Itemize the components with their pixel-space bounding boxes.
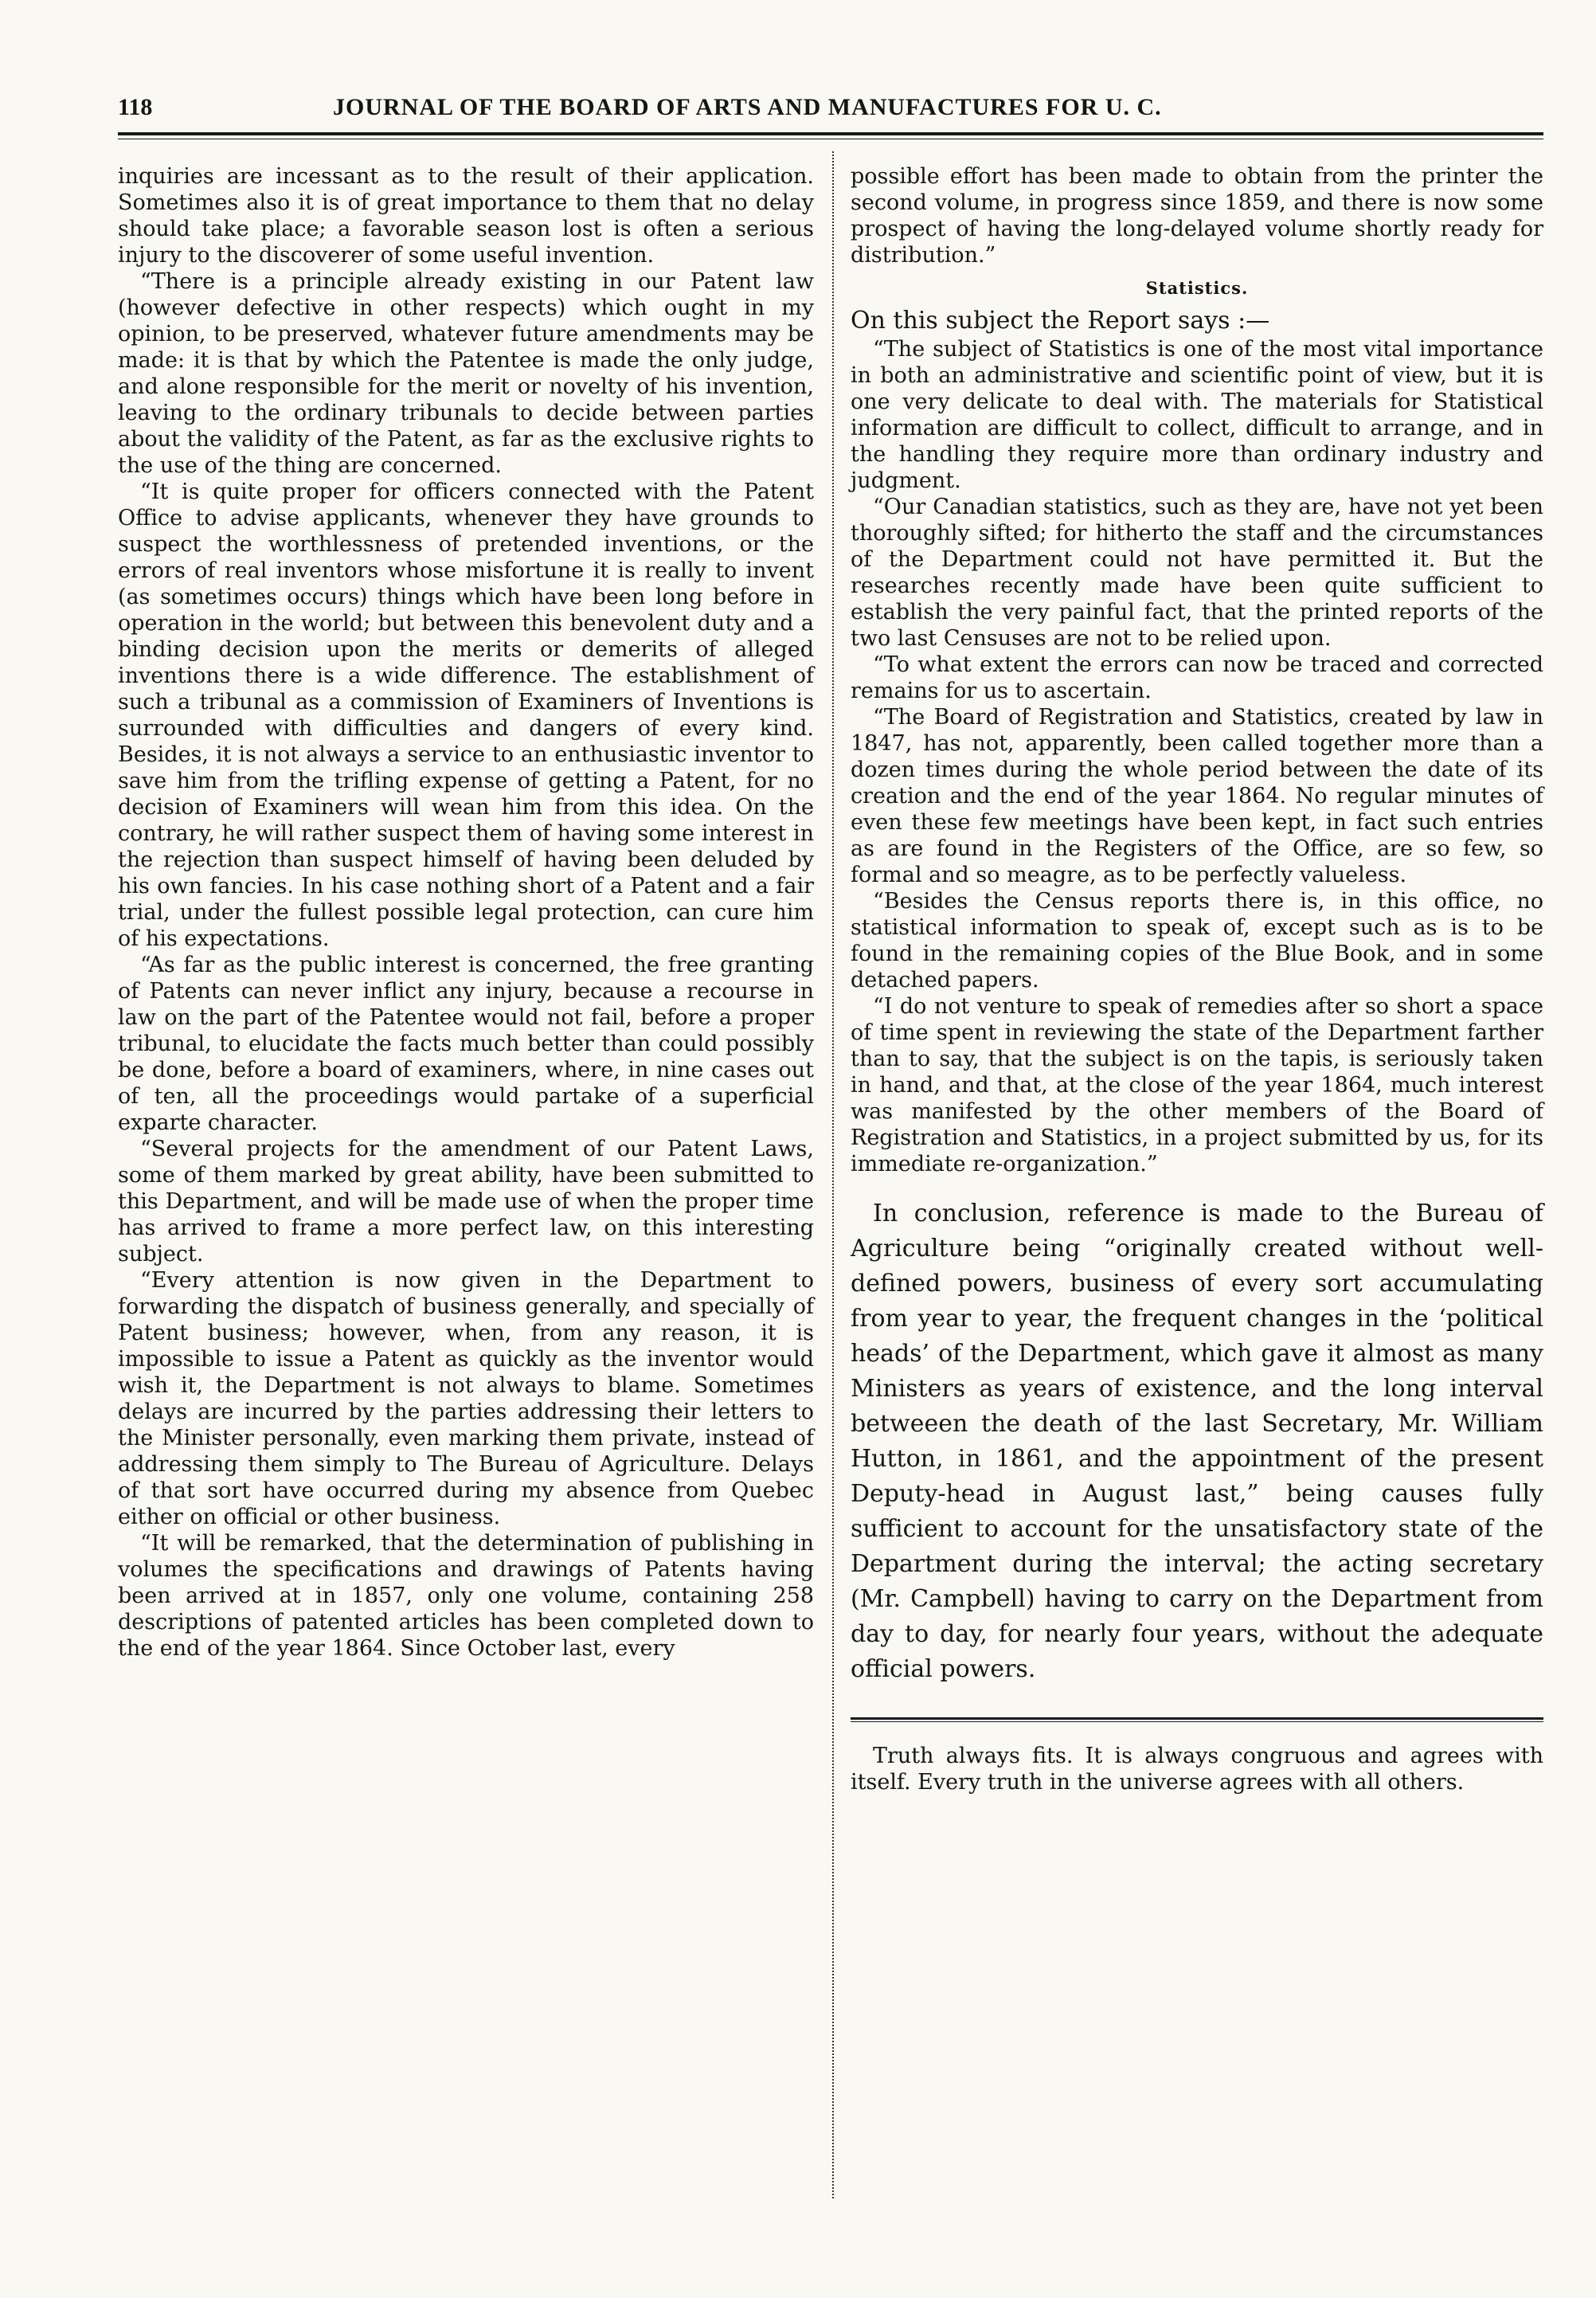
section-rule-thick <box>851 1717 1543 1720</box>
filler-quote: Truth always fits. It is always congruous and agrees with itself. Every truth in the universe agrees with all others. <box>851 1744 1543 1795</box>
conclusion-paragraph: In conclusion, reference is made to the Bureau of Agriculture being “originally created without well-defined powers, business of every sort accumulating from year to year, the frequent changes in the ‘political heads’ of the Department, which gave it almost as many Ministers as years of existence, and the long interval betweeen the death of the last Secretary, Mr. William Hutton, in 1861, and the appointment of the present Deputy-head in August last,” being causes fully sufficient to account for the unsatisfactory state of the Department during the interval; the acting secretary (Mr. Campbell) having to carry on the Department from day to day, for nearly four years, without the adequate official powers. <box>851 1200 1543 1683</box>
paragraph-continuation: possible effort has been made to obtain from the printer the second volume, in progress since 1859, and there is now some prospect of having the long-delayed volume shortly ready for distribution.” <box>851 164 1543 268</box>
right-column <box>851 163 1543 1795</box>
section-heading: Statistics. <box>1145 278 1249 298</box>
running-title: JOURNAL OF THE BOARD OF ARTS AND MANUFACTURES FOR U. C. <box>333 94 1162 120</box>
paragraph: “It is quite proper for officers connected with the Patent Office to advise applicants, whenever they have grounds to suspect the worthlessness of pretended inventions, or the errors of real inventors whose misfortune it is really to invent (as sometimes occurs) things which have been long before in operation in the world; but between this benevolent duty and a binding decision upon the merits or demerits of alleged inventions there is a wide difference. The establishment of such a tribunal as a commission of Examiners of Inventions is surrounded with difficulties and dangers of every kind. Besides, it is not always a service to an enthusiastic inventor to save him from the trifling expense of getting a Patent, for no decision of Examiners will wean him from this idea. On the contrary, he will rather suspect them of having some interest in the rejection than suspect himself of having been deluded by his own fancies. In his case nothing short of a Patent and a fair trial, under the fullest possible legal protection, can cure him of his expectations. <box>118 480 814 951</box>
quote-paragraph: “To what extent the errors can now be traced and corrected remains for us to ascertain. <box>851 652 1543 703</box>
paragraph: inquiries are incessant as to the result of their application. Sometimes also it is of great importance to them that no delay should take place; a favorable season lost is often a serious injury to the discoverer of some useful invention. <box>118 164 814 268</box>
quote-paragraph: “Our Canadian statistics, such as they are, have not yet been thoroughly sifted; for hitherto the staff and the circumstances of the Department could not have permitted it. But the researches recently made have been quite sufficient to establish the very painful fact, that the printed reports of the two last Censuses are not to be relied upon. <box>851 495 1543 651</box>
paragraph: “There is a principle already existing in our Patent law (however defective in other respects) which ought in my opinion, to be preserved, whatever future amendments may be made: it is that by which the Patentee is made the only judge, and alone responsible for the merit or novelty of his invention, leaving to the ordinary tribunals to decide between parties about the validity of the Patent, as far as the exclusive rights to the use of the thing are concerned. <box>118 269 814 478</box>
paragraph: “Every attention is now given in the Department to forwarding the dispatch of business generally, and specially of Patent business; however, when, from any reason, it is impossible to issue a Patent as quickly as the inventor would wish it, the Department is not always to blame. Sometimes delays are incurred by the parties addressing their letters to the Minister personally, even marking them private, instead of addressing them simply to The Bureau of Agriculture. Delays of that sort have occurred during my absence from Quebec either on official or other business. <box>118 1268 814 1529</box>
left-column <box>118 163 814 1662</box>
section-rule-thin <box>851 1721 1543 1722</box>
header-rule-thick <box>118 132 1543 135</box>
quote-paragraph: “Besides the Census reports there is, in this office, no statistical information to speak of, except such as is to be found in the remaining copies of the Blue Book, and in some detached papers. <box>851 889 1543 992</box>
report-intro: On this subject the Report says :— <box>851 307 1270 335</box>
report-quote <box>851 336 1543 1177</box>
quote-paragraph: “The Board of Registration and Statistics, created by law in 1847, has not, apparently, been called together more than a dozen times during the whole period between the date of its creation and the end of the year 1864. No regular minutes of even these few meetings have been kept, in fact such entries as are found in the Registers of the Office, are so few, so formal and so meagre, as to be perfectly valueless. <box>851 705 1543 887</box>
column-divider <box>832 151 834 2198</box>
quote-paragraph: “I do not venture to speak of remedies after so short a space of time spent in reviewing the state of the Department farther than to say, that the subject is on the tapis, is seriously taken in hand, and that, at the close of the year 1864, much interest was manifested by the other members of the Board of Registration and Statistics, in a project submitted by us, for its immediate re-organization.” <box>851 994 1543 1176</box>
paragraph: “Several projects for the amendment of our Patent Laws, some of them marked by great ability, have been submitted to this Department, and will be made use of when the proper time has arrived to frame a more perfect law, on this interesting subject. <box>118 1137 814 1266</box>
paragraph: “As far as the public interest is concerned, the free granting of Patents can never inflict any injury, because a recourse in law on the part of the Patentee would not fail, before a proper tribunal, to elucidate the facts much better than could possibly be done, before a board of examiners, where, in nine cases out of ten, all the proceedings would partake of a superficial exparte character. <box>118 953 814 1135</box>
paragraph: “It will be remarked, that the determination of publishing in volumes the specifications and drawings of Patents having been arrived at in 1857, only one volume, containing 258 descriptions of patented articles has been completed down to the end of the year 1864. Since October last, every <box>118 1531 814 1661</box>
quote-paragraph: “The subject of Statistics is one of the most vital importance in both an administrative and scientific point of view, but it is one very delicate to deal with. The materials for Statistical information are difficult to collect, difficult to arrange, and in the handling they require more than ordinary industry and judgment. <box>851 337 1543 493</box>
page-number: 118 <box>118 94 153 120</box>
page-header <box>118 89 1543 132</box>
